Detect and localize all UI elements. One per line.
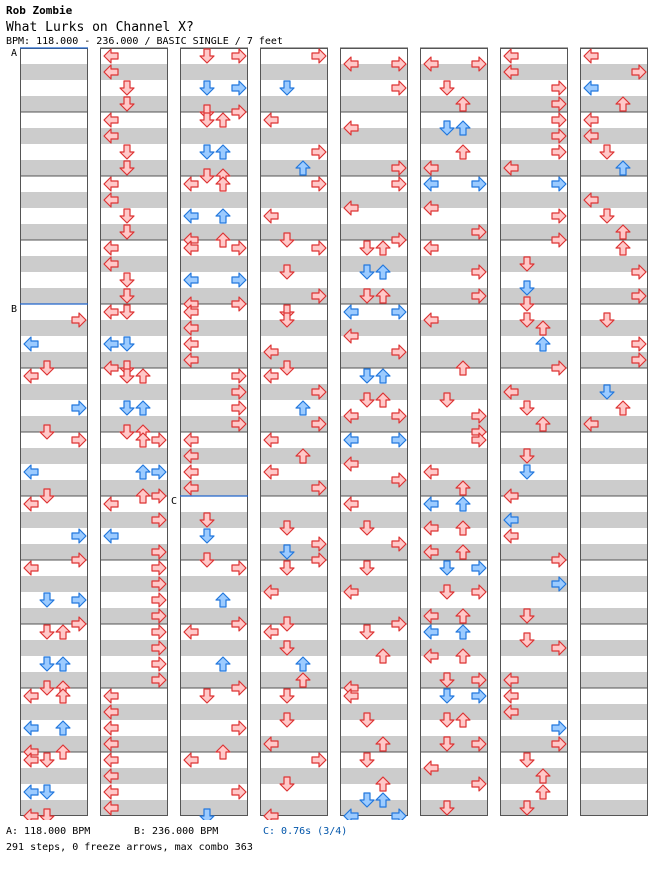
beat-band (180, 768, 248, 784)
beat-band (580, 640, 648, 656)
down-arrow-icon (280, 689, 294, 703)
left-arrow-icon (424, 625, 438, 639)
up-arrow-icon (536, 785, 550, 799)
up-arrow-icon (616, 241, 630, 255)
beat-band (340, 512, 408, 528)
beat-band (20, 480, 88, 496)
right-arrow-icon (552, 145, 566, 159)
down-arrow-icon (440, 689, 454, 703)
up-arrow-icon (296, 657, 310, 671)
beat-band (100, 320, 168, 336)
beat-band (580, 768, 648, 784)
beat-band (340, 768, 408, 784)
left-arrow-icon (184, 465, 198, 479)
left-arrow-icon (344, 497, 358, 511)
left-arrow-icon (424, 241, 438, 255)
down-arrow-icon (520, 753, 534, 767)
right-arrow-icon (72, 401, 86, 415)
beat-band (260, 704, 328, 720)
right-arrow-icon (392, 177, 406, 191)
legend-bpm-a: A: 118.000 BPM (6, 826, 91, 837)
left-arrow-icon (104, 753, 118, 767)
up-arrow-icon (216, 145, 230, 159)
down-arrow-icon (120, 305, 134, 319)
left-arrow-icon (264, 465, 278, 479)
beat-band (20, 384, 88, 400)
marker-label-c: C (171, 496, 178, 507)
up-arrow-icon (56, 689, 70, 703)
right-arrow-icon (392, 433, 406, 447)
up-arrow-icon (296, 401, 310, 415)
left-arrow-icon (184, 753, 198, 767)
right-arrow-icon (232, 241, 246, 255)
down-arrow-icon (440, 561, 454, 575)
up-arrow-icon (376, 369, 390, 383)
left-arrow-icon (264, 369, 278, 383)
down-arrow-icon (200, 81, 214, 95)
beat-band (500, 416, 568, 432)
beat-band (20, 224, 88, 240)
right-arrow-icon (72, 529, 86, 543)
left-arrow-icon (24, 721, 38, 735)
right-arrow-icon (552, 209, 566, 223)
beat-band (20, 640, 88, 656)
up-arrow-icon (56, 657, 70, 671)
beat-band (420, 448, 488, 464)
beat-band (180, 192, 248, 208)
beat-band (500, 288, 568, 304)
right-arrow-icon (72, 433, 86, 447)
down-arrow-icon (520, 401, 534, 415)
beat-band (100, 384, 168, 400)
right-arrow-icon (152, 433, 166, 447)
beat-band (260, 160, 328, 176)
right-arrow-icon (312, 241, 326, 255)
beat-band (20, 352, 88, 368)
left-arrow-icon (24, 689, 38, 703)
beat-band (20, 64, 88, 80)
beat-band (260, 64, 328, 80)
down-arrow-icon (440, 81, 454, 95)
down-arrow-icon (360, 241, 374, 255)
down-arrow-icon (120, 209, 134, 223)
beat-band (260, 256, 328, 272)
beat-band (420, 480, 488, 496)
marker-label-b: B (11, 304, 18, 315)
beat-band (260, 672, 328, 688)
left-arrow-icon (104, 497, 118, 511)
down-arrow-icon (200, 529, 214, 543)
left-arrow-icon (424, 497, 438, 511)
left-arrow-icon (344, 433, 358, 447)
left-arrow-icon (24, 337, 38, 351)
beat-band (580, 224, 648, 240)
beat-band (580, 448, 648, 464)
beat-band (260, 608, 328, 624)
right-arrow-icon (152, 593, 166, 607)
left-arrow-icon (584, 81, 598, 95)
down-arrow-icon (120, 273, 134, 287)
left-arrow-icon (184, 337, 198, 351)
beat-band (20, 256, 88, 272)
down-arrow-icon (40, 753, 54, 767)
beat-band (180, 576, 248, 592)
right-arrow-icon (232, 401, 246, 415)
left-arrow-icon (504, 49, 518, 63)
left-arrow-icon (424, 465, 438, 479)
up-arrow-icon (216, 209, 230, 223)
beat-band (260, 320, 328, 336)
right-arrow-icon (552, 81, 566, 95)
left-arrow-icon (264, 433, 278, 447)
down-arrow-icon (200, 689, 214, 703)
right-arrow-icon (152, 561, 166, 575)
beat-band (340, 704, 408, 720)
down-arrow-icon (200, 49, 214, 63)
beat-band (420, 128, 488, 144)
left-arrow-icon (104, 241, 118, 255)
right-arrow-icon (232, 721, 246, 735)
right-arrow-icon (472, 689, 486, 703)
beat-band (420, 96, 488, 112)
right-arrow-icon (232, 49, 246, 63)
up-arrow-icon (216, 113, 230, 127)
beat-band (100, 416, 168, 432)
beat-band (260, 96, 328, 112)
down-arrow-icon (120, 369, 134, 383)
beat-band (260, 128, 328, 144)
right-arrow-icon (232, 81, 246, 95)
left-arrow-icon (424, 177, 438, 191)
artist-name: Rob Zombie (6, 4, 73, 17)
beat-band (500, 768, 568, 784)
beat-band (180, 160, 248, 176)
up-arrow-icon (136, 433, 150, 447)
down-arrow-icon (120, 81, 134, 95)
right-arrow-icon (312, 753, 326, 767)
left-arrow-icon (184, 273, 198, 287)
up-arrow-icon (56, 625, 70, 639)
beat-band (180, 800, 248, 816)
beat-band (180, 640, 248, 656)
down-arrow-icon (600, 209, 614, 223)
down-arrow-icon (120, 145, 134, 159)
beat-band (20, 576, 88, 592)
chart-stats: 291 steps, 0 freeze arrows, max combo 363 (6, 842, 253, 853)
beat-band (420, 704, 488, 720)
left-arrow-icon (24, 497, 38, 511)
beat-band (20, 672, 88, 688)
down-arrow-icon (40, 657, 54, 671)
up-arrow-icon (456, 145, 470, 159)
right-arrow-icon (72, 593, 86, 607)
left-arrow-icon (104, 529, 118, 543)
beat-band (580, 320, 648, 336)
down-arrow-icon (200, 113, 214, 127)
beat-band (580, 544, 648, 560)
up-arrow-icon (616, 401, 630, 415)
down-arrow-icon (360, 753, 374, 767)
beat-band (340, 736, 408, 752)
beat-band (580, 704, 648, 720)
left-arrow-icon (24, 465, 38, 479)
right-arrow-icon (232, 369, 246, 383)
beat-band (20, 704, 88, 720)
right-arrow-icon (392, 305, 406, 319)
up-arrow-icon (216, 657, 230, 671)
left-arrow-icon (104, 337, 118, 351)
beat-band (580, 512, 648, 528)
left-arrow-icon (104, 689, 118, 703)
right-arrow-icon (632, 337, 646, 351)
left-arrow-icon (104, 113, 118, 127)
right-arrow-icon (472, 177, 486, 191)
beat-band (180, 736, 248, 752)
beat-band (260, 224, 328, 240)
right-arrow-icon (312, 177, 326, 191)
up-arrow-icon (536, 337, 550, 351)
legend-stop-c: C: 0.76s (3/4) (263, 826, 348, 837)
beat-band (20, 96, 88, 112)
beat-band (580, 576, 648, 592)
left-arrow-icon (344, 305, 358, 319)
up-arrow-icon (216, 593, 230, 607)
right-arrow-icon (152, 465, 166, 479)
left-arrow-icon (104, 177, 118, 191)
beat-band (20, 768, 88, 784)
marker-label-a: A (11, 48, 18, 59)
down-arrow-icon (360, 561, 374, 575)
beat-band (180, 544, 248, 560)
right-arrow-icon (152, 625, 166, 639)
down-arrow-icon (200, 145, 214, 159)
beat-band (20, 416, 88, 432)
up-arrow-icon (56, 721, 70, 735)
left-arrow-icon (24, 785, 38, 799)
down-arrow-icon (280, 561, 294, 575)
left-arrow-icon (504, 689, 518, 703)
down-arrow-icon (600, 145, 614, 159)
down-arrow-icon (280, 81, 294, 95)
beat-band (100, 448, 168, 464)
right-arrow-icon (232, 785, 246, 799)
down-arrow-icon (360, 625, 374, 639)
left-arrow-icon (184, 625, 198, 639)
right-arrow-icon (312, 145, 326, 159)
left-arrow-icon (264, 209, 278, 223)
beat-band (580, 160, 648, 176)
beat-band (420, 352, 488, 368)
down-arrow-icon (120, 337, 134, 351)
beat-band (340, 640, 408, 656)
down-arrow-icon (120, 401, 134, 415)
right-arrow-icon (552, 721, 566, 735)
beat-band (260, 768, 328, 784)
right-arrow-icon (312, 49, 326, 63)
left-arrow-icon (184, 433, 198, 447)
beat-band (20, 288, 88, 304)
left-arrow-icon (24, 561, 38, 575)
left-arrow-icon (264, 625, 278, 639)
down-arrow-icon (40, 593, 54, 607)
right-arrow-icon (232, 561, 246, 575)
beat-band (420, 384, 488, 400)
up-arrow-icon (456, 497, 470, 511)
left-arrow-icon (104, 721, 118, 735)
beat-band (580, 608, 648, 624)
beat-band (20, 128, 88, 144)
down-arrow-icon (40, 625, 54, 639)
left-arrow-icon (104, 305, 118, 319)
right-arrow-icon (552, 177, 566, 191)
beat-band (260, 512, 328, 528)
beat-band (340, 96, 408, 112)
beat-band (20, 512, 88, 528)
beat-band (580, 480, 648, 496)
down-arrow-icon (520, 465, 534, 479)
beat-band (20, 448, 88, 464)
beat-band (580, 96, 648, 112)
left-arrow-icon (24, 369, 38, 383)
beat-band (20, 160, 88, 176)
down-arrow-icon (40, 785, 54, 799)
beat-band (180, 64, 248, 80)
beat-band (180, 704, 248, 720)
down-arrow-icon (360, 369, 374, 383)
left-arrow-icon (184, 209, 198, 223)
beat-band (340, 384, 408, 400)
left-arrow-icon (184, 177, 198, 191)
up-arrow-icon (136, 369, 150, 383)
right-arrow-icon (152, 657, 166, 671)
up-arrow-icon (376, 241, 390, 255)
beat-band (20, 192, 88, 208)
beat-band (500, 192, 568, 208)
beat-band (580, 672, 648, 688)
song-title: What Lurks on Channel X? (6, 20, 194, 35)
bpm-info: BPM: 118.000 - 236.000 / BASIC SINGLE / 7 feet (6, 36, 283, 47)
beat-band (580, 736, 648, 752)
left-arrow-icon (264, 113, 278, 127)
up-arrow-icon (216, 177, 230, 191)
right-arrow-icon (392, 81, 406, 95)
legend-bpm-b: B: 236.000 BPM (134, 826, 219, 837)
up-arrow-icon (136, 401, 150, 415)
beat-band (500, 320, 568, 336)
right-arrow-icon (232, 273, 246, 287)
beat-band (340, 256, 408, 272)
left-arrow-icon (104, 49, 118, 63)
right-arrow-icon (552, 113, 566, 127)
up-arrow-icon (136, 465, 150, 479)
right-arrow-icon (472, 561, 486, 575)
left-arrow-icon (584, 113, 598, 127)
left-arrow-icon (104, 785, 118, 799)
beat-band (580, 800, 648, 816)
beat-band (260, 192, 328, 208)
beat-band (260, 448, 328, 464)
left-arrow-icon (504, 529, 518, 543)
beat-band (180, 256, 248, 272)
left-arrow-icon (584, 49, 598, 63)
up-arrow-icon (456, 625, 470, 639)
beat-band (180, 128, 248, 144)
